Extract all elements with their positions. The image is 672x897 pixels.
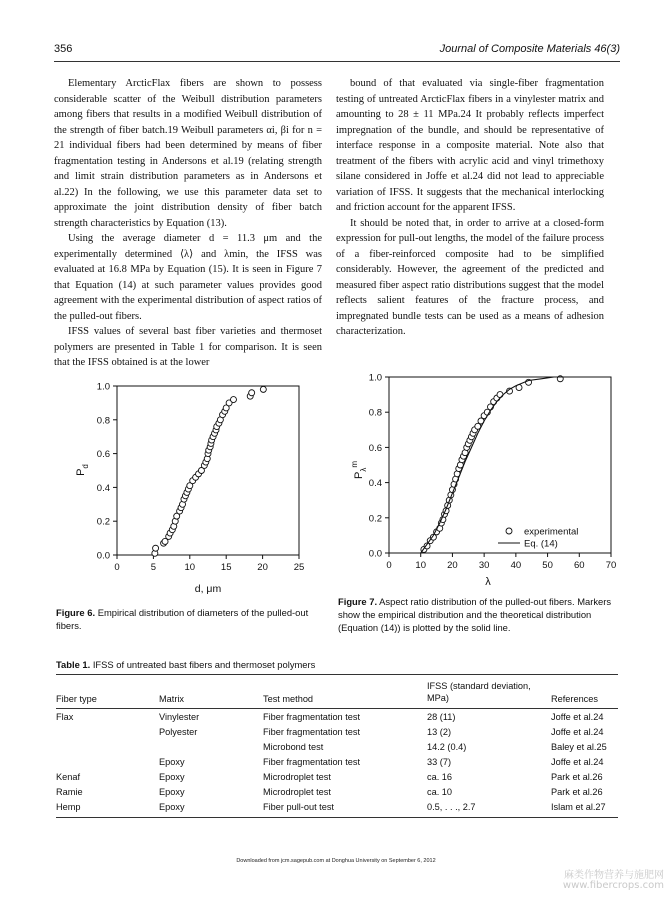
x-tick-label: 0	[386, 560, 392, 571]
x-tick-label: 0	[114, 562, 120, 573]
data-point	[497, 392, 503, 398]
table-bottom-rule	[56, 817, 618, 818]
y-tick-label: 0.0	[96, 550, 110, 562]
table-header-cell: Test method	[263, 678, 427, 709]
y-axis-label-sup: m	[350, 460, 359, 468]
body-paragraph: Using the average diameter d = 11.3 μm and the experimentally determined ⟨λ⟩ and λmin, the IFSS was evaluated at 16.8 MPa by Equation (15). It is seen in Figure 7 that Equation (14) at such parameter values provides good agreement with the experimental distribution of aspect ratios of the pulled-out fibers.	[54, 233, 322, 322]
x-tick-label: 30	[478, 560, 490, 571]
table-cell: Epoxy	[159, 756, 185, 767]
right-text-column	[336, 76, 604, 340]
table-cell: Islam et al.27	[551, 801, 606, 812]
x-tick-label: 70	[605, 560, 617, 571]
header-rule	[54, 61, 620, 62]
y-tick-label: 0.8	[368, 407, 382, 419]
table-header-cell: Fiber type	[56, 678, 159, 709]
table-row	[56, 754, 618, 769]
table-cell: Epoxy	[159, 801, 185, 812]
table-cell	[159, 739, 263, 754]
y-tick-label: 1.0	[368, 372, 382, 384]
y-axis-label-main: P	[75, 468, 87, 476]
figure-7-caption	[338, 595, 620, 634]
table-header-cell: Matrix	[159, 678, 263, 709]
x-tick-label: 15	[220, 562, 232, 573]
y-axis-label-sub: λ	[359, 467, 368, 472]
table-header-row	[56, 678, 618, 709]
figure-7-chart	[338, 364, 620, 590]
table-cell: Fiber pull-out test	[263, 801, 334, 812]
left-text-column	[54, 76, 322, 371]
body-paragraph: It should be noted that, in order to arrive at a closed-form expression for pull-out lengths, the model of the failure process of a fiber-reinforced composite had to be simplified considerably. However, the agreement of the predicted and measured fiber aspect ratio distributions suggest that the model reflects salient features of the fracture process, and impregnated bundle tests can be used as a means of adhesion characterization.	[336, 217, 604, 337]
data-point	[230, 397, 236, 403]
y-tick-label: 0.0	[368, 548, 382, 560]
x-tick-label: 60	[573, 560, 585, 571]
x-tick-label: 10	[415, 560, 427, 571]
table-1-title-text: IFSS of untreated bast fibers and thermoset polymers	[92, 659, 316, 670]
table-1-label: Table 1.	[56, 659, 91, 670]
plot-frame	[117, 386, 299, 555]
table-cell: Kenaf	[56, 771, 81, 782]
y-axis-label-sub: d	[81, 464, 90, 469]
figure-6-caption	[56, 606, 324, 632]
table-cell: 14.2 (0.4)	[427, 741, 467, 752]
y-axis-label	[75, 464, 90, 476]
page-number: 356	[54, 43, 73, 55]
journal-title: Journal of Composite Materials 46(3)	[439, 43, 620, 55]
figure-6-chart	[54, 372, 324, 600]
table-header-cell: IFSS (standard deviation, MPa)	[427, 678, 551, 709]
watermark-url: www.fibercrops.com	[562, 880, 664, 891]
table-cell	[56, 739, 159, 754]
table-cell: ca. 16	[427, 771, 453, 782]
table-row	[56, 799, 618, 814]
y-axis-label	[350, 461, 368, 479]
table-cell: ca. 10	[427, 786, 453, 797]
body-paragraph: IFSS values of several bast fiber varieties and thermoset polymers are presented in Table 1 for comparison. It is seen that the IFSS obtained is at the lower	[54, 326, 322, 368]
table-cell: Epoxy	[159, 786, 185, 797]
body-paragraph: Elementary ArcticFlax fibers are shown to possess considerable scatter of the Weibull distribution parameters among fibers that results in a modified Weibull distribution of the strength of fiber batch.19 Weibull parameters αi, βi for n = 21 individual fibers had been determined by means of fiber fragmentation testing in Andersons et al.19 (relating strength and limit strain distribution parameters as in Andersons et al.22) In the following, we use this parameter data set to approximate the joint distribution density of fiber batch strength characteristics by Equation (13).	[54, 78, 322, 229]
table-cell: Microdroplet test	[263, 786, 331, 797]
table-cell: Polyester	[159, 726, 198, 737]
watermark-chinese: 麻类作物营养与施肥网	[564, 870, 664, 881]
table-cell: Microdroplet test	[263, 771, 331, 782]
table-cell: Epoxy	[159, 771, 185, 782]
table-cell: Flax	[56, 711, 74, 722]
figure-7-label: Figure 7.	[338, 596, 378, 607]
table-cell: Hemp	[56, 801, 81, 812]
x-tick-label: 25	[293, 562, 305, 573]
y-tick-label: 1.0	[96, 381, 110, 393]
x-tick-label: 50	[542, 560, 553, 571]
x-tick-label: 40	[510, 560, 522, 571]
x-axis-label: d, μm	[194, 583, 222, 595]
table-cell	[56, 754, 159, 769]
y-tick-label: 0.2	[96, 516, 110, 528]
table-1	[56, 678, 618, 814]
download-footer: Downloaded from jcm.sagepub.com at Donghua University on September 6, 2012	[236, 858, 436, 864]
y-tick-label: 0.8	[96, 415, 110, 427]
figure-7-caption-text: Aspect ratio distribution of the pulled-out fibers. Markers show the empirical distribution and the theoretical distribution (Equation (14)) is plotted by the solid line.	[338, 596, 612, 633]
table-row	[56, 709, 618, 725]
table-cell: Ramie	[56, 786, 83, 797]
y-tick-label: 0.6	[368, 442, 382, 454]
table-row	[56, 784, 618, 799]
y-tick-label: 0.4	[96, 482, 110, 494]
table-cell: 13 (2)	[427, 726, 452, 737]
x-tick-label: 10	[184, 562, 196, 573]
legend-marker-symbol	[506, 528, 512, 534]
table-header-cell: References	[551, 678, 618, 709]
table-row	[56, 739, 618, 754]
table-cell: Vinylester	[159, 711, 200, 722]
figure-6-label: Figure 6.	[56, 607, 96, 618]
table-cell: Fiber fragmentation test	[263, 756, 361, 767]
table-row	[56, 724, 618, 739]
data-point	[260, 386, 266, 392]
figure-6-caption-text: Empirical distribution of diameters of the pulled-out fibers.	[56, 607, 309, 631]
table-cell: Joffe et al.24	[551, 726, 604, 737]
table-cell: Joffe et al.24	[551, 711, 604, 722]
data-point	[153, 545, 159, 551]
table-cell: Joffe et al.24	[551, 756, 604, 767]
table-cell: 0.5, . . ., 2.7	[427, 801, 476, 812]
y-axis-label-main: P	[353, 471, 365, 480]
table-cell: Fiber fragmentation test	[263, 726, 361, 737]
table-cell: Fiber fragmentation test	[263, 711, 361, 722]
table-cell	[56, 724, 159, 739]
x-tick-label: 20	[447, 560, 458, 571]
table-cell: Microbond test	[263, 741, 324, 752]
table-cell: Park et al.26	[551, 771, 603, 782]
table-top-rule	[56, 674, 618, 675]
y-tick-label: 0.6	[96, 449, 110, 461]
table-cell: 33 (7)	[427, 756, 452, 767]
table-cell: 28 (11)	[427, 711, 456, 722]
legend-marker-label: experimental	[524, 526, 579, 538]
table-row	[56, 769, 618, 784]
legend-line-label: Eq. (14)	[524, 538, 558, 550]
x-tick-label: 5	[150, 562, 157, 573]
x-axis-label: λ	[485, 576, 491, 588]
data-point	[249, 390, 255, 396]
x-tick-label: 20	[257, 562, 268, 573]
table-cell: Park et al.26	[551, 786, 603, 797]
table-1-title	[56, 659, 315, 670]
table-cell: Baley et al.25	[551, 741, 607, 752]
y-tick-label: 0.2	[368, 513, 382, 525]
body-paragraph: bound of that evaluated via single-fiber fragmentation testing of untreated ArcticFlax fibers in a vinylester matrix and amounting to 28 ± 11 MPa.24 It probably reflects imperfect impregnation of the bundle, and should be representative of interface response in a composite material. Note also that treatment of the fibers with acrylic acid and vinyl trimethoxy silane considered in Joffe et al.24 did not lead to appreciable variation of IFSS. It suggests that the mechanical interlocking and friction account for the apparent IFSS.	[336, 78, 604, 213]
y-tick-label: 0.4	[368, 478, 382, 490]
